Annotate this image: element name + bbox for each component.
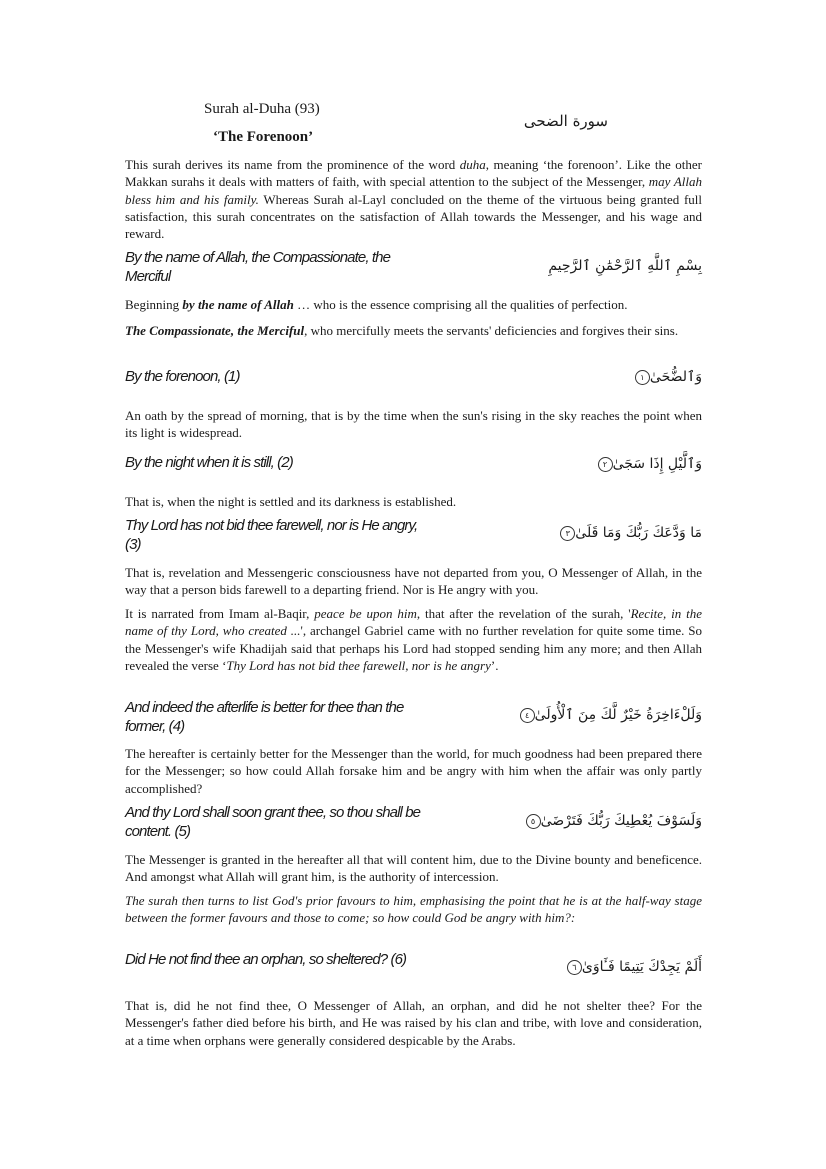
verse-3-arabic: مَا وَدَّعَكَ رَبُّكَ وَمَا قَلَىٰ٣ <box>557 525 702 541</box>
verse-1-translation: By the forenoon, (1) <box>125 368 240 385</box>
verse-6-arabic: أَلَمْ يَجِدْكَ يَتِيمًا فَـَٔاوَىٰ٦ <box>564 959 702 975</box>
ayah-marker-icon: ٣ <box>560 526 575 541</box>
verse-6-translation: Did He not find thee an orphan, so sheltered? (6) <box>125 951 407 968</box>
intro-word: duha <box>459 157 486 172</box>
surah-title-english: Surah al-Duha (93) <box>204 101 320 117</box>
basmala-arabic: بِسْمِ ٱللَّهِ ٱلرَّحْمَٰنِ ٱلرَّحِيمِ <box>548 258 702 274</box>
verse-4-arabic: وَلَلْءَاخِرَةُ خَيْرٌ لَّكَ مِنَ ٱلْأُولَىٰ٤ <box>517 707 702 723</box>
intro-blessing: may Allah bless him and his family. <box>125 174 703 207</box>
verse-5-arabic: وَلَسَوْفَ يُعْطِيكَ رَبُّكَ فَتَرْضَىٰ٥ <box>523 813 702 829</box>
ayah-marker-icon: ٢ <box>598 457 613 472</box>
ayah-marker-icon: ٤ <box>520 708 535 723</box>
ayah-marker-icon: ٦ <box>567 960 582 975</box>
basmala-commentary-2: The Compassionate, the Merciful, who mercifully meets the servants' deficiencies and forgives their sins. <box>125 323 679 338</box>
verse-6-commentary: That is, did he not find thee, O Messenger of Allah, an orphan, and did he not shelter thee? For the Messenger's father died before his birth, and He was raised by his clan and tribe, with love and consideration, at a time when orphans were generally considered despicable by the Arabs. <box>125 998 702 1048</box>
ayah-marker-icon: ٥ <box>526 814 541 829</box>
verse-4-translation: And indeed the afterlife is better for thee than the former, (4) <box>125 699 404 735</box>
intro-paragraph: This surah derives its name from the prominence of the word duha, meaning ‘the forenoon’. Like the other Makkan surahs it deals with matters of faith, with special attention to the subject of the Messenger, may Allah bless him and his family. Whereas Surah al-Layl concluded on the theme of the virtuous being granted full satisfaction, this surah concentrates on the satisfaction of Allah towards the Messenger, and his wage and reward. <box>125 157 703 242</box>
verse-2-translation: By the night when it is still, (2) <box>125 454 293 471</box>
verse-1-arabic: وَٱلضُّحَىٰ١ <box>632 369 702 385</box>
surah-subtitle-english: ‘The Forenoon’ <box>213 129 314 145</box>
verse-5-translation: And thy Lord shall soon grant thee, so thou shall be content. (5) <box>125 804 421 840</box>
verse-4-commentary: The hereafter is certainly better for the Messenger than the world, for much goodness had been prepared there for the Messenger; so how could Allah forsake him and be angry with him when the affair was only partly accomplished? <box>125 746 702 796</box>
verse-3-commentary-2: It is narrated from Imam al-Baqir, peace be upon him, that after the revelation of the surah, 'Recite, in the name of thy Lord, who created ...', archangel Gabriel came with no further revelation for quite some time. So the Messenger's wife Khadijah said that perhaps his Lord had stopped sending him any more; and then Allah revealed the verse ‘Thy Lord has not bid thee farewell, nor is he angry’. <box>125 606 703 673</box>
basmala-translation: By the name of Allah, the Compassionate, the Merciful <box>125 249 391 285</box>
verse-5-commentary-1: The Messenger is granted in the hereafter all that will content him, due to the Divine bounty and beneficence. And amongst what Allah will grant him, is the authority of intercession. <box>125 852 702 885</box>
verse-3-translation: Thy Lord has not bid thee farewell, nor is He angry, (3) <box>125 517 418 553</box>
basmala-commentary-1: Beginning by the name of Allah … who is the essence comprising all the qualities of perfection. <box>125 297 628 312</box>
ayah-marker-icon: ١ <box>635 370 650 385</box>
verse-3-commentary-1: That is, revelation and Messengeric consciousness have not departed from you, O Messenger of Allah, in the way that a person bids farewell to a departing friend. Nor is He angry with you. <box>125 565 702 598</box>
surah-title-arabic: سورة الضحى <box>523 112 608 130</box>
verse-5-commentary-2: The surah then turns to list God's prior favours to him, emphasising the point that he is at the half-way stage between the former favours and those to come; so how could God be angry with him?: <box>125 893 702 926</box>
verse-2-commentary: That is, when the night is settled and its darkness is established. <box>125 494 457 509</box>
verse-1-commentary: An oath by the spread of morning, that is by the time when the sun's rising in the sky reaches the point when its light is widespread. <box>125 408 702 441</box>
verse-2-arabic: وَٱلَّيْلِ إِذَا سَجَىٰ٢ <box>595 456 702 472</box>
